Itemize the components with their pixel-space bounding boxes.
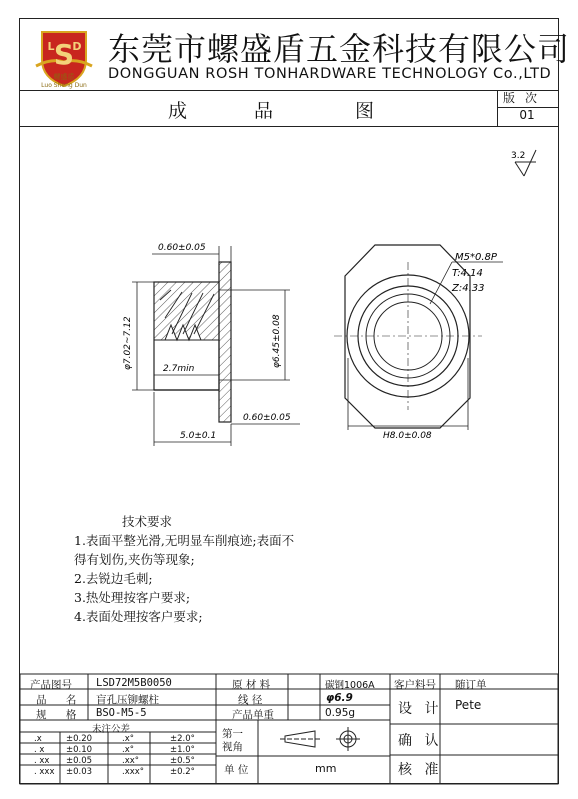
- wire-diameter: φ6.9: [326, 692, 353, 704]
- tol-ang: .x°: [122, 734, 134, 744]
- tolerance-title: 未注公差: [92, 724, 131, 735]
- label-projection: 第一视角: [222, 728, 243, 753]
- note-item: 4.表面处理按客户要求;: [74, 609, 203, 624]
- tol-angval: ±1.0°: [170, 745, 195, 755]
- label-design: 设 计: [398, 701, 443, 717]
- dim-hex-width: H8.0±0.08: [383, 431, 432, 441]
- dim-flange-top: 0.60±0.05: [158, 243, 206, 253]
- label-unit: 单 位: [224, 764, 249, 776]
- note-item: 得有划伤,夹伤等现象;: [74, 552, 195, 567]
- surface-finish-value: 3.2: [511, 151, 526, 161]
- company-name-en: DONGGUAN ROSH TONHARDWARE TECHNOLOGY Co.,LTD: [108, 66, 552, 82]
- revision-value: 01: [519, 108, 535, 122]
- tol-val: ±0.10: [66, 745, 93, 755]
- title-char-2: 品: [254, 100, 274, 122]
- label-material: 原 材 料: [232, 679, 271, 691]
- notes-title: 技术要求: [122, 514, 173, 529]
- note-item: 2.去锐边毛刺;: [74, 571, 153, 586]
- note-item: 3.热处理按客户要求;: [74, 590, 191, 605]
- unit: mm: [315, 762, 337, 775]
- tol-dec: .x: [34, 734, 42, 744]
- tol-dec: . x: [34, 745, 45, 755]
- label-revision-note: 随订单: [455, 679, 487, 691]
- dim-body-diameter: φ7.02~7.12: [123, 316, 133, 370]
- note-item: 1.表面平整光滑,无明显车削痕迹;表面不: [74, 533, 295, 548]
- label-product-code: 产品图号: [30, 679, 72, 691]
- projection-symbol: [280, 727, 360, 751]
- label-weight: 产品单重: [232, 709, 274, 721]
- tol-val: ±0.20: [66, 734, 93, 744]
- tol-val: ±0.05: [66, 756, 93, 766]
- logo-caption-cn: 螺盛盾: [53, 73, 75, 81]
- product-code: LSD72M5B0050: [96, 677, 172, 689]
- label-customer-part: 客户料号: [394, 679, 436, 691]
- dim-flange-bottom: 0.60±0.05: [243, 413, 291, 423]
- thread-spec: M5*0.8P: [455, 252, 497, 263]
- label-wire: 线 径: [238, 694, 263, 706]
- label-name: 品 名: [36, 694, 85, 706]
- title-char-3: 图: [355, 100, 375, 122]
- company-name-cn: 东莞市螺盛盾五金科技有限公司: [108, 30, 571, 68]
- tol-val: ±0.03: [66, 767, 93, 777]
- svg-text:S: S: [53, 38, 75, 71]
- thread-z: Z:4.33: [452, 283, 485, 294]
- tol-dec: . xxx: [34, 767, 55, 777]
- material: 碳钢1006A: [325, 680, 375, 691]
- tol-angval: ±2.0°: [170, 734, 195, 744]
- label-confirm: 确 认: [398, 733, 443, 749]
- tol-ang: .xxx°: [122, 767, 145, 777]
- revision-label: 版次: [503, 91, 548, 105]
- dim-thread-depth: 2.7min: [163, 364, 195, 374]
- dim-inner-diameter: φ6.45±0.08: [272, 314, 282, 368]
- tol-dec: . xx: [34, 756, 50, 766]
- tol-ang: .xx°: [122, 756, 140, 766]
- product-name: 盲孔压铆螺柱: [96, 694, 159, 706]
- tol-angval: ±0.5°: [170, 756, 195, 766]
- designer-name: Pete: [455, 698, 482, 712]
- dim-total-length: 5.0±0.1: [180, 431, 217, 441]
- label-spec: 规 格: [36, 709, 85, 721]
- tol-angval: ±0.2°: [170, 767, 195, 777]
- weight: 0.95g: [325, 707, 356, 719]
- title-char-1: 成: [168, 100, 188, 122]
- svg-text:L: L: [47, 40, 55, 53]
- thread-t: T:4.14: [452, 268, 483, 279]
- svg-text:D: D: [72, 40, 82, 53]
- spec: BSO-M5-5: [96, 707, 147, 719]
- label-approve: 核 准: [398, 762, 443, 778]
- tol-ang: .x°: [122, 745, 134, 755]
- logo-caption-en: Luo Sheng Dun: [41, 82, 87, 89]
